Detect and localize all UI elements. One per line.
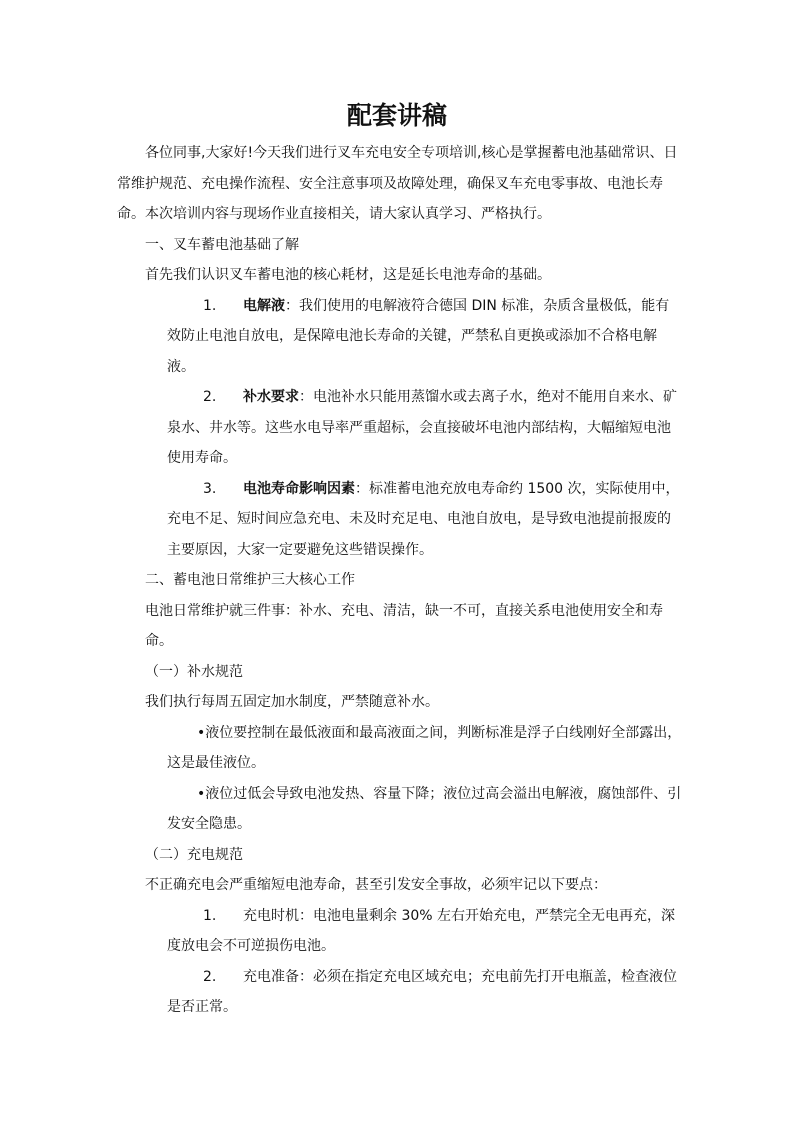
bullet-item: •液位要控制在最低液面和最高液面之间，判断标准是浮子白线刚好全部露出，这是最佳液位。	[167, 724, 682, 771]
intro-paragraph: 各位同事,大家好!今天我们进行叉车充电安全专项培训,核心是掌握蓄电池基础常识、日常维护规范、充电操作流程、安全注意事项及故障处理，确保叉车充电零事故、电池长寿命。本次培训内容与现场作业直接相关，请大家认真学习、严格执行。	[117, 145, 678, 222]
list-item	[117, 382, 683, 474]
document-title: 配套讲稿	[346, 101, 447, 130]
list-item-text: ：电池补水只能用蒸馏水或去离子水，绝对不能用自来水、矿泉水、井水等。这些水电导率严重超标，会直接破坏电池内部结构，大幅缩短电池使用寿命。	[167, 389, 677, 466]
section-heading-daily-maintenance: 二、蓄电池日常维护三大核心工作	[145, 572, 355, 588]
subsection-heading-water: （一）补水规范	[145, 663, 243, 680]
list-item-text: 充电准备：必须在指定充电区域充电；充电前先打开电瓶盖，检查液位是否正常。	[167, 968, 677, 1015]
section-lead-battery-basics: 首先我们认识叉车蓄电池的核心耗材，这是延长电池寿命的基础。	[145, 267, 551, 283]
list-item	[117, 901, 683, 962]
subsection-lead-water: 我们执行每周五固定加水制度，严禁随意补水。	[145, 694, 439, 710]
document-body	[117, 138, 683, 1023]
bullet-item: •液位过低会导致电池发热、容量下降；液位过高会溢出电解液，腐蚀部件、引发安全隐患。	[167, 785, 682, 832]
list-item	[117, 474, 683, 566]
list-item	[117, 962, 683, 1023]
list-item-text: ：标准蓄电池充放电寿命约 1500 次，实际使用中，充电不足、短时间应急充电、未及时充足电、电池自放电，是导致电池提前报废的主要原因，大家一定要避免这些错误操作。	[167, 480, 680, 558]
list-number: 2.	[203, 968, 217, 985]
list-item-label: 补水要求	[243, 389, 299, 405]
list-number: 3.	[203, 480, 217, 497]
section-heading-battery-basics: 一、叉车蓄电池基础了解	[145, 236, 299, 253]
list-number: 1.	[203, 297, 217, 314]
list-item-label: 电池寿命影响因素	[243, 480, 355, 497]
section-lead-daily-maintenance: 电池日常维护就三件事：补水、充电、清洁，缺一不可，直接关系电池使用安全和寿命。	[145, 602, 663, 649]
list-item-text: ：我们使用的电解液符合德国 DIN 标准，杂质含量极低，能有效防止电池自放电，是保障电池长寿命的关键，严禁私自更换或添加不合格电解液。	[167, 297, 670, 375]
list-item	[117, 291, 683, 383]
subsection-heading-charging: （二）充电规范	[145, 846, 243, 863]
list-number: 2.	[203, 389, 217, 405]
list-item-label: 电解液	[243, 297, 285, 314]
subsection-lead-charging: 不正确充电会严重缩短电池寿命，甚至引发安全事故，必须牢记以下要点：	[145, 877, 607, 893]
list-number: 1.	[203, 907, 217, 924]
list-item-text: 充电时机：电池电量剩余 30% 左右开始充电，严禁完全无电再充，深度放电会不可逆损伤电池。	[167, 907, 676, 954]
